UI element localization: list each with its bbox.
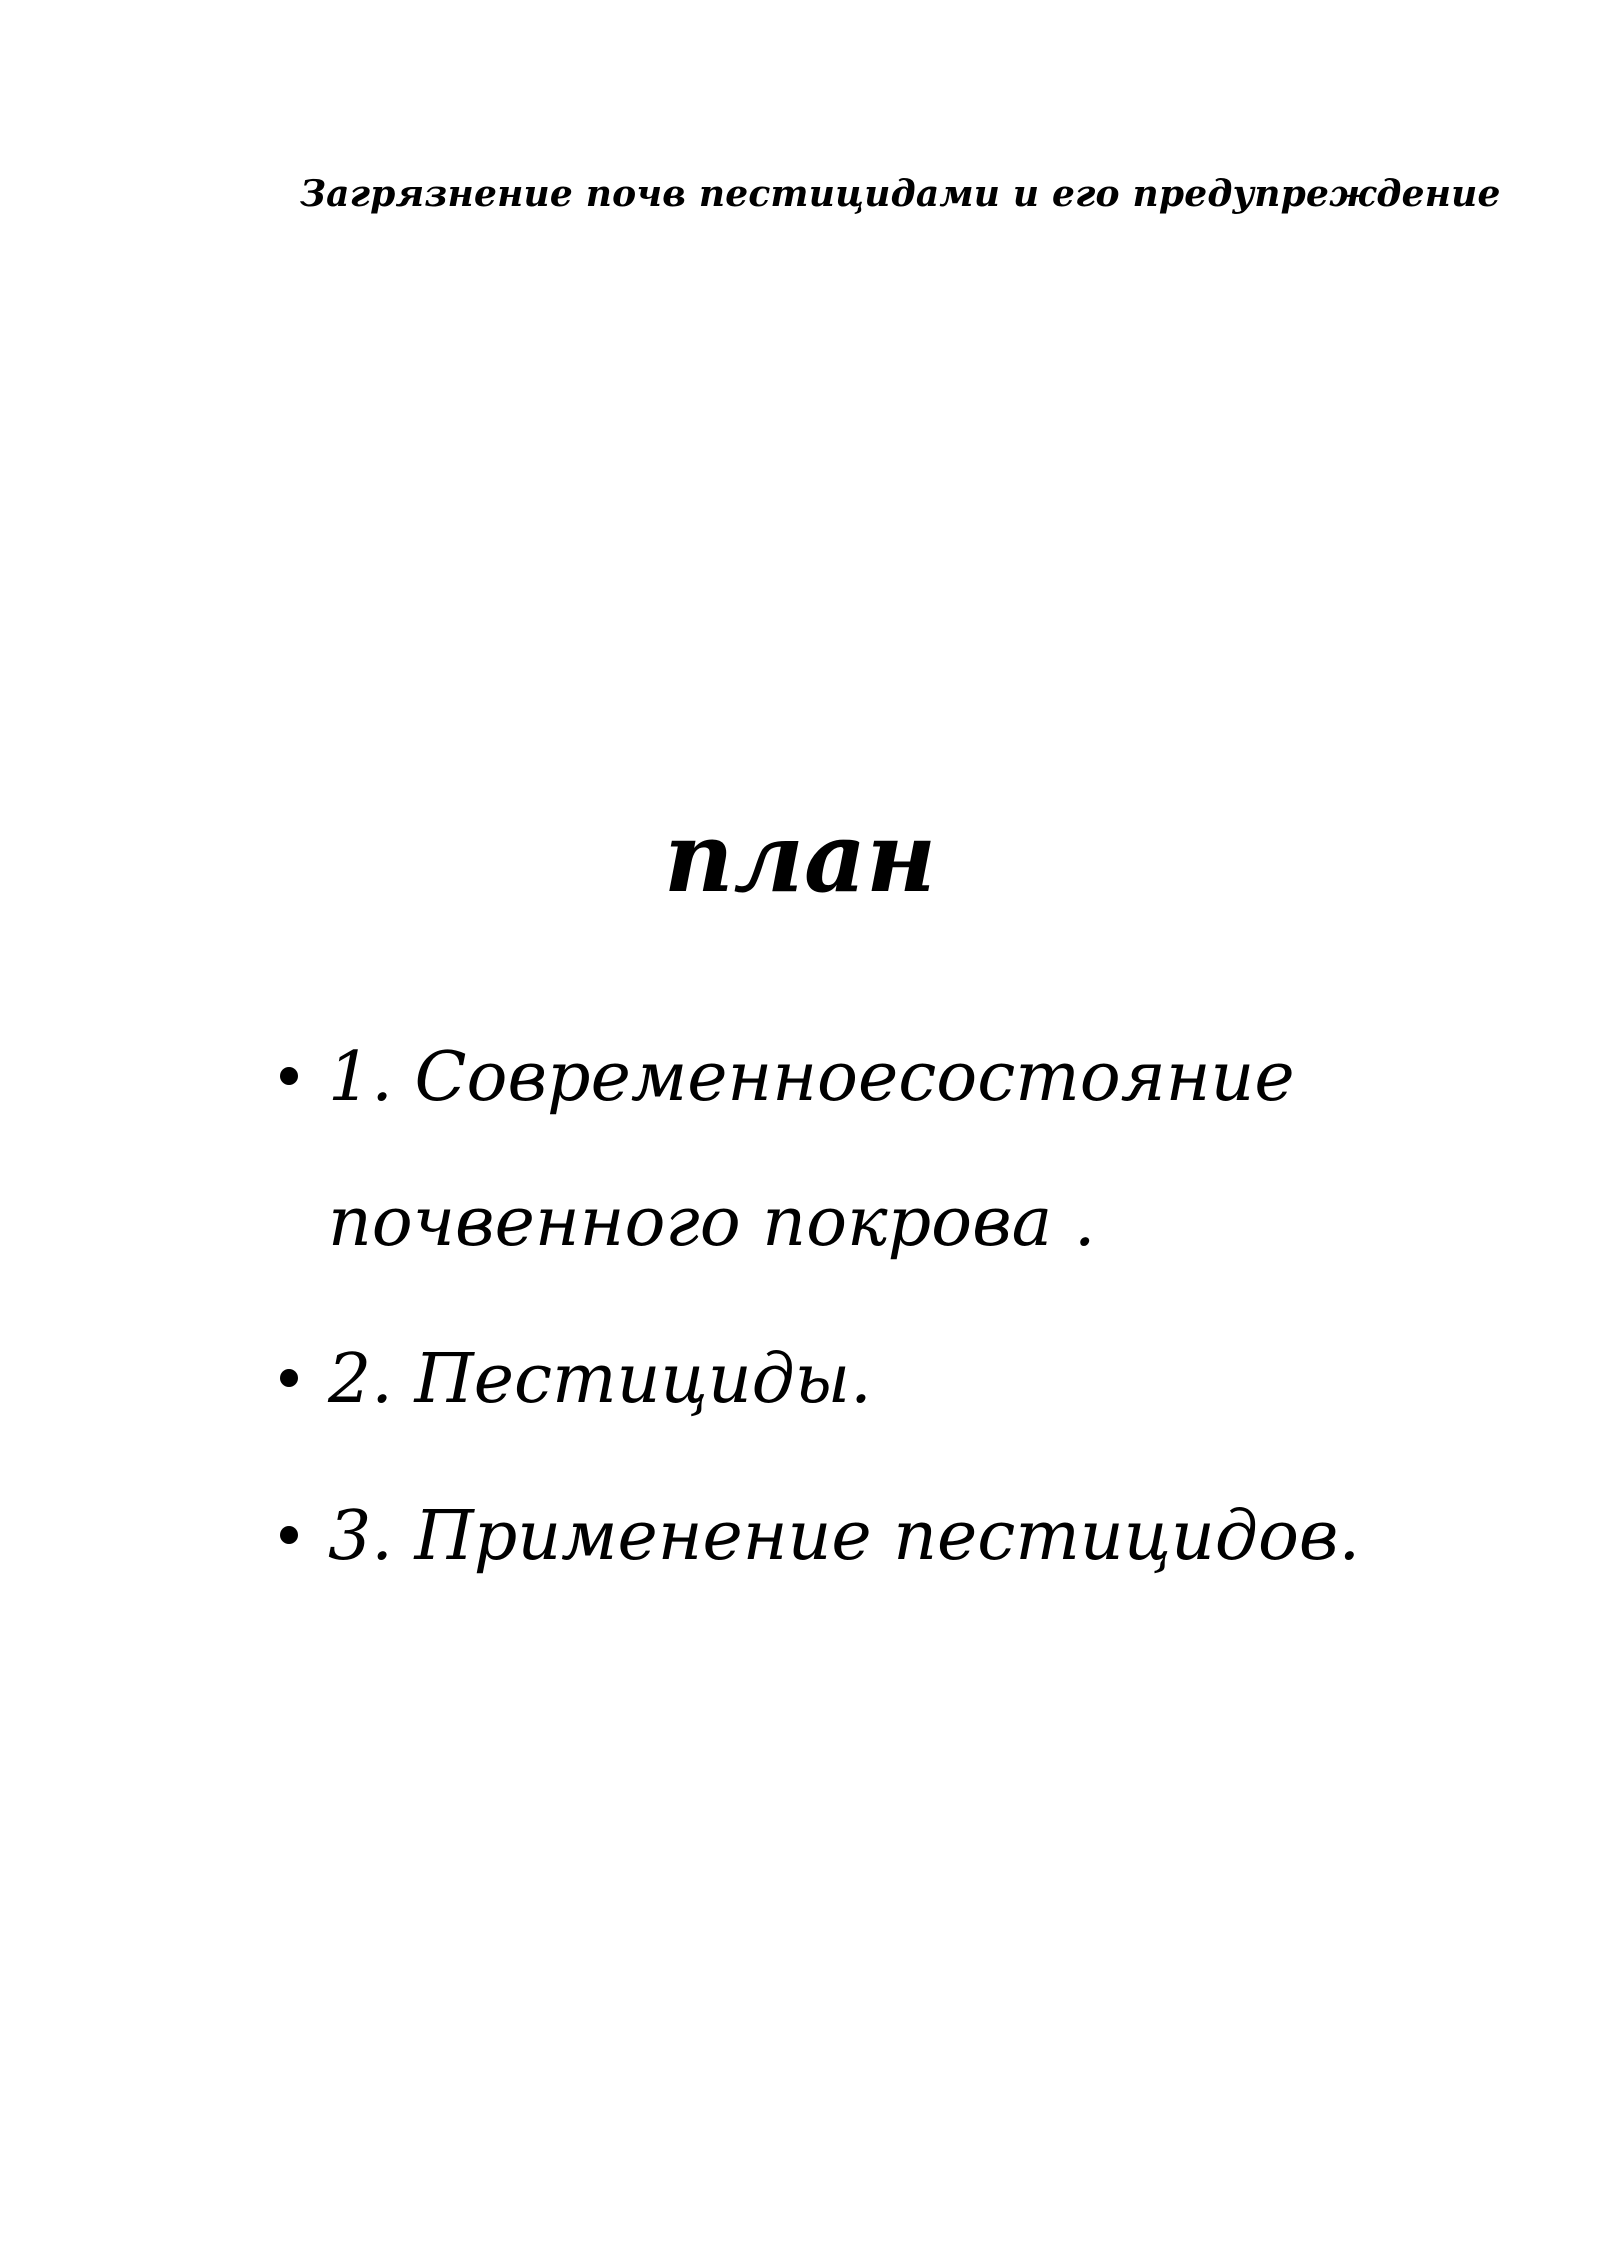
plan-list bbox=[270, 1005, 1420, 1621]
page-header: Загрязнение почв пестицидами и его предупреждение bbox=[300, 173, 1501, 215]
list-item-text: 1. Современноесостояние почвенного покрова . bbox=[328, 1038, 1295, 1262]
bullet-icon bbox=[280, 1369, 298, 1387]
list-item bbox=[270, 1307, 1420, 1452]
list-item-text: 2. Пестициды. bbox=[328, 1340, 872, 1419]
bullet-icon bbox=[280, 1526, 298, 1544]
page-title: план bbox=[663, 801, 937, 914]
bullet-icon bbox=[280, 1067, 298, 1085]
list-item-text: 3. Применение пестицидов. bbox=[328, 1497, 1361, 1576]
list-item bbox=[270, 1464, 1420, 1609]
list-item bbox=[270, 1005, 1420, 1295]
